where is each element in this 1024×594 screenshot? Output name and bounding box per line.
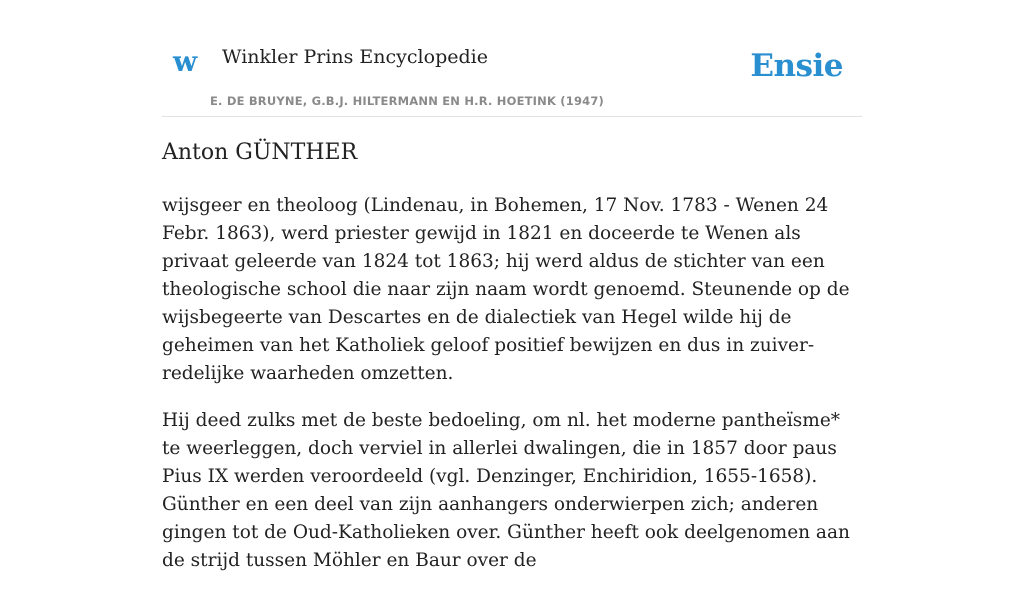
article-paragraph: wijsgeer en theoloog (Lindenau, in Bohemen, 17 Nov. 1783 - Wenen 24 Febr. 1863), werd priester gewijd in 1821 en doceerde te Wenen als privaat geleerde van 1824 tot 1863; hij werd aldus de stichter van een theologische school die naar zijn naam wordt genoemd. Steunende op de wijsbegeerte van Descartes en de dialectiek van Hegel wilde hij de geheimen van het Katholiek geloof positief bewijzen en dus in zuiver-redelijke waarheden omzetten. — [162, 195, 850, 384]
brand-logo[interactable]: Ensie — [750, 48, 843, 84]
publication-logo[interactable]: w — [173, 45, 198, 78]
site-header — [162, 0, 862, 117]
article-title: Anton GÜNTHER — [162, 140, 358, 165]
publication-title[interactable]: Winkler Prins Encyclopedie — [222, 46, 488, 68]
publication-authors: E. DE BRUYNE, G.B.J. HILTERMANN EN H.R. HOETINK (1947) — [210, 94, 605, 108]
article-paragraph: Hij deed zulks met de beste bedoeling, om nl. het moderne pantheïsme* te weerleggen, doch verviel in allerlei dwalingen, die in 1857 door paus Pius IX werden veroordeeld (vgl. Denzinger, Enchiridion, 1655-1658). Günther en een deel van zijn aanhangers onderwierpen zich; anderen gingen tot de Oud-Katholieken over. Günther heeft ook deelgenomen aan de strijd tussen Möhler en Baur over de — [162, 410, 850, 571]
article-body — [162, 192, 862, 594]
